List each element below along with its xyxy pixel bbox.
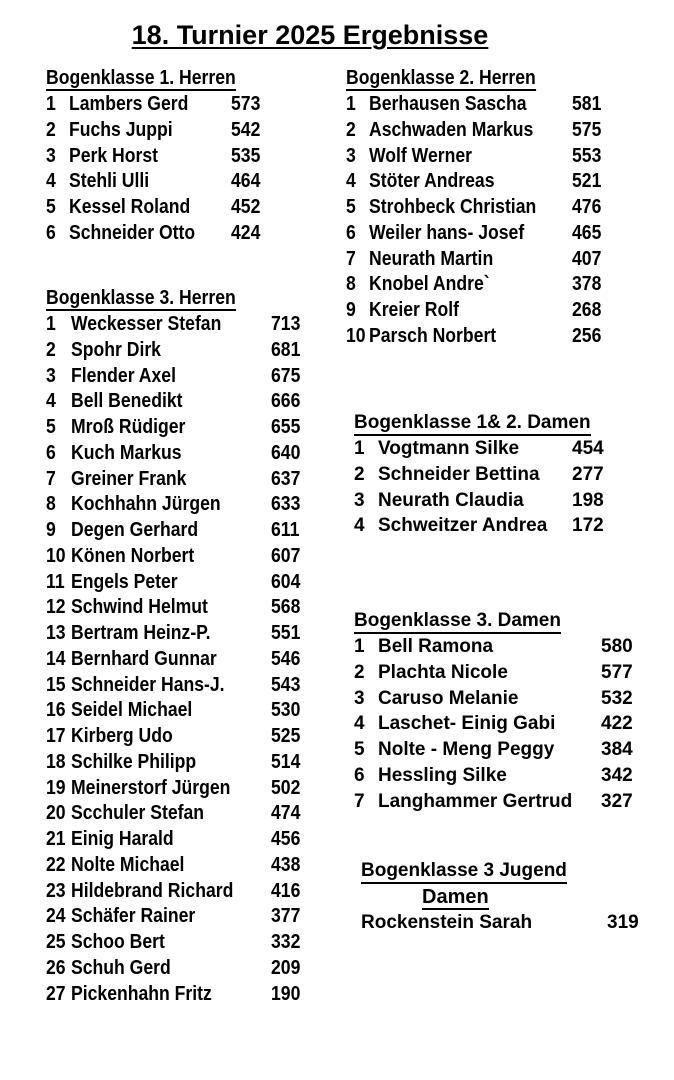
score-cell: 377 (271, 905, 301, 928)
score-cell: 277 (572, 463, 604, 485)
name-cell: Degen Gerhard (71, 519, 199, 541)
name-cell: Bell Benedikt (71, 390, 183, 413)
score-cell: 530 (271, 699, 301, 722)
name-cell: Schilke Philipp (71, 750, 197, 773)
name-cell: Perk Horst (69, 144, 159, 167)
rank-cell: 2 (354, 463, 365, 485)
rank-cell: 6 (346, 221, 356, 244)
score-cell: 666 (271, 390, 301, 413)
section-heading: Bogenklasse 3. Herren (46, 287, 236, 309)
score-cell: 580 (601, 636, 633, 657)
score-cell: 452 (231, 196, 261, 218)
score-cell: 568 (271, 596, 301, 619)
rank-cell: 18 (46, 750, 66, 773)
name-cell: Kochhahn Jürgen (71, 493, 221, 516)
rank-cell: 11 (46, 570, 65, 593)
name-cell: Seidel Michael (71, 699, 193, 722)
name-cell: Knobel Andre` (369, 273, 490, 296)
name-cell: Laschet- Einig Gabi (378, 713, 556, 735)
score-cell: 532 (601, 687, 633, 709)
score-cell: 546 (271, 647, 301, 670)
name-cell: Bell Ramona (378, 636, 494, 657)
name-cell: Wolf Werner (369, 144, 473, 167)
page-title: 18. Turnier 2025 Ergebnisse (131, 20, 489, 50)
rank-cell: 13 (46, 622, 66, 644)
score-cell: 456 (271, 828, 301, 850)
name-cell: Neurath Martin (369, 247, 494, 270)
score-cell: 637 (271, 467, 301, 490)
name-cell: Parsch Norbert (369, 324, 497, 347)
name-cell: Vogtmann Silke (378, 438, 520, 459)
score-cell: 681 (271, 338, 301, 361)
rank-cell: 25 (46, 931, 66, 953)
rank-cell: 3 (346, 144, 356, 167)
score-cell: 640 (271, 441, 301, 464)
rank-cell: 19 (46, 776, 66, 799)
name-cell: Weckesser Stefan (71, 313, 222, 335)
name-cell: Bernhard Gunnar (71, 647, 217, 670)
rank-cell: 23 (46, 879, 66, 902)
name-cell: Schneider Otto (69, 221, 196, 244)
score-cell: 422 (601, 713, 633, 735)
name-cell: Greiner Frank (71, 467, 187, 490)
name-cell: Stöter Andreas (369, 170, 495, 193)
name-cell: Weiler hans- Josef (369, 221, 525, 244)
name-cell: Kuch Markus (71, 441, 182, 464)
score-cell: 319 (607, 912, 639, 933)
name-cell: Langhammer Gertrud (378, 790, 573, 812)
score-cell: 633 (271, 493, 301, 516)
rank-cell: 1 (346, 93, 356, 115)
rank-cell: 9 (46, 519, 56, 541)
score-cell: 607 (271, 544, 301, 567)
rank-cell: 1 (354, 636, 365, 657)
score-cell: 535 (231, 144, 261, 167)
rank-cell: 2 (46, 338, 56, 361)
rank-cell: 9 (346, 299, 356, 321)
name-cell: Schwind Helmut (71, 596, 208, 619)
rank-cell: 5 (46, 196, 56, 218)
rank-cell: 5 (46, 416, 56, 438)
section-heading-line2: Damen (422, 886, 489, 908)
score-cell: 190 (271, 982, 301, 1005)
rank-cell: 5 (354, 739, 365, 760)
rank-cell: 4 (354, 515, 365, 537)
name-cell: Strohbeck Christian (369, 196, 537, 218)
score-cell: 465 (572, 221, 602, 244)
score-cell: 378 (572, 273, 602, 296)
rank-cell: 10 (46, 544, 66, 567)
rank-cell: 7 (346, 247, 356, 270)
name-cell: Schweitzer Andrea (378, 515, 548, 537)
rank-cell: 20 (46, 802, 66, 825)
name-cell: Caruso Melanie (378, 687, 519, 709)
rank-cell: 22 (46, 853, 66, 876)
name-cell: Engels Peter (71, 570, 178, 593)
name-cell: Einig Harald (71, 828, 174, 850)
score-cell: 384 (601, 739, 633, 760)
score-cell: 521 (572, 170, 602, 193)
rank-cell: 4 (46, 390, 56, 413)
name-cell: Scchuler Stefan (71, 802, 205, 825)
name-cell: Schoo Bert (71, 931, 165, 953)
score-cell: 407 (572, 247, 602, 270)
rank-cell: 6 (354, 764, 365, 786)
rank-cell: 21 (46, 828, 66, 850)
score-cell: 514 (271, 750, 301, 773)
rank-cell: 16 (46, 699, 66, 722)
rank-cell: 27 (46, 982, 66, 1005)
rank-cell: 2 (46, 118, 56, 141)
section-heading: Bogenklasse 3 Jugend (361, 860, 567, 884)
score-cell: 474 (271, 802, 301, 825)
name-cell: Bertram Heinz-P. (71, 622, 211, 644)
rank-cell: 7 (354, 790, 365, 812)
name-cell: Berhausen Sascha (369, 93, 527, 115)
score-cell: 256 (572, 324, 602, 347)
rank-cell: 12 (46, 596, 66, 619)
rank-cell: 3 (46, 364, 56, 387)
name-cell: Könen Norbert (71, 544, 195, 567)
name-cell: Neurath Claudia (378, 489, 524, 511)
name-cell: Schneider Bettina (378, 463, 540, 485)
score-cell: 551 (271, 622, 301, 644)
score-cell: 268 (572, 299, 602, 321)
rank-cell: 7 (46, 467, 56, 490)
score-cell: 553 (572, 144, 602, 167)
rank-cell: 15 (46, 673, 66, 696)
rank-cell: 2 (354, 661, 365, 683)
name-cell: Meinerstorf Jürgen (71, 776, 231, 799)
name-cell: Schuh Gerd (71, 956, 171, 979)
name-cell: Fuchs Juppi (69, 118, 173, 141)
score-cell: 172 (572, 515, 604, 537)
name-cell: Kirberg Udo (71, 725, 173, 747)
score-cell: 342 (601, 764, 633, 786)
score-cell: 581 (572, 93, 602, 115)
name-cell: Rockenstein Sarah (361, 912, 533, 933)
score-cell: 502 (271, 776, 301, 799)
score-cell: 542 (231, 118, 261, 141)
score-cell: 464 (231, 170, 261, 193)
name-cell: Mroß Rüdiger (71, 416, 186, 438)
score-cell: 198 (572, 489, 604, 511)
section-heading: Bogenklasse 3. Damen (354, 610, 561, 634)
score-cell: 675 (271, 364, 301, 387)
name-cell: Hessling Silke (378, 764, 507, 786)
score-cell: 454 (572, 438, 604, 459)
score-cell: 611 (271, 519, 300, 541)
rank-cell: 6 (46, 221, 56, 244)
name-cell: Plachta Nicole (378, 661, 508, 683)
rank-cell: 4 (46, 170, 56, 193)
score-cell: 327 (601, 790, 633, 812)
section-heading: Bogenklasse 1. Herren (46, 67, 236, 89)
name-cell: Schäfer Rainer (71, 905, 196, 928)
name-cell: Nolte - Meng Peggy (378, 739, 555, 760)
name-cell: Flender Axel (71, 364, 176, 387)
score-cell: 209 (271, 956, 301, 979)
rank-cell: 3 (46, 144, 56, 167)
section-heading: Bogenklasse 1& 2. Damen (354, 412, 591, 436)
rank-cell: 3 (354, 489, 365, 511)
rank-cell: 17 (46, 725, 66, 747)
score-cell: 438 (271, 853, 301, 876)
rank-cell: 14 (46, 647, 66, 670)
score-cell: 543 (271, 673, 301, 696)
rank-cell: 1 (46, 93, 56, 115)
score-cell: 713 (271, 313, 301, 335)
name-cell: Schneider Hans-J. (71, 673, 225, 696)
name-cell: Pickenhahn Fritz (71, 982, 212, 1005)
name-cell: Kessel Roland (69, 196, 191, 218)
rank-cell: 24 (46, 905, 66, 928)
rank-cell: 6 (46, 441, 56, 464)
rank-cell: 26 (46, 956, 66, 979)
name-cell: Spohr Dirk (71, 338, 161, 361)
score-cell: 424 (231, 221, 261, 244)
rank-cell: 1 (354, 438, 365, 459)
name-cell: Stehli Ulli (69, 170, 150, 193)
rank-cell: 8 (46, 493, 56, 516)
score-cell: 525 (271, 725, 301, 747)
score-cell: 332 (271, 931, 301, 953)
score-cell: 573 (231, 93, 261, 115)
score-cell: 604 (271, 570, 301, 593)
name-cell: Kreier Rolf (369, 299, 459, 321)
rank-cell: 1 (46, 313, 56, 335)
score-cell: 655 (271, 416, 301, 438)
rank-cell: 10 (346, 324, 366, 347)
rank-cell: 4 (346, 170, 356, 193)
score-cell: 476 (572, 196, 602, 218)
rank-cell: 2 (346, 118, 356, 141)
rank-cell: 4 (354, 713, 365, 735)
name-cell: Hildebrand Richard (71, 879, 234, 902)
rank-cell: 8 (346, 273, 356, 296)
rank-cell: 5 (346, 196, 356, 218)
score-cell: 416 (271, 879, 301, 902)
name-cell: Lambers Gerd (69, 93, 189, 115)
section-heading: Bogenklasse 2. Herren (346, 67, 536, 89)
score-cell: 575 (572, 118, 602, 141)
name-cell: Nolte Michael (71, 853, 185, 876)
rank-cell: 3 (354, 687, 365, 709)
name-cell: Aschwaden Markus (369, 118, 534, 141)
score-cell: 577 (601, 661, 633, 683)
